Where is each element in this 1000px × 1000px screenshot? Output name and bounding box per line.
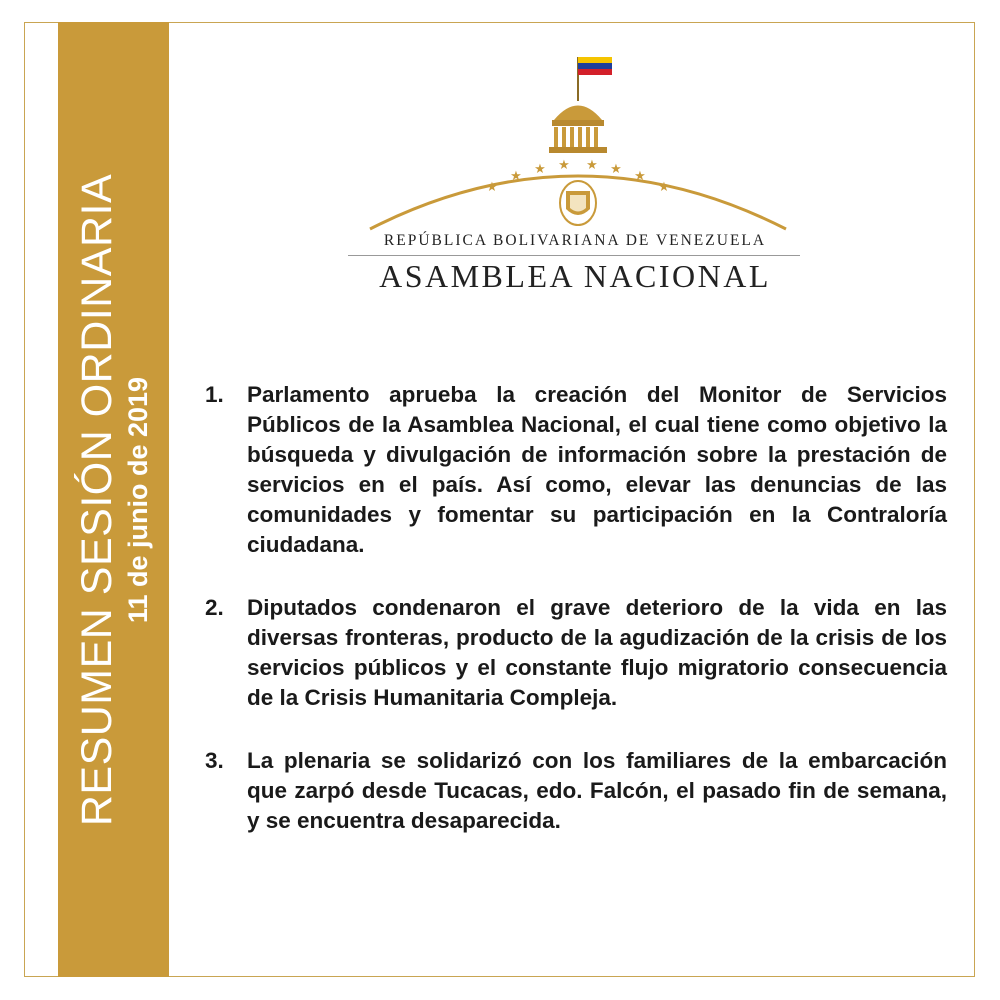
item-number: 2. [205, 595, 224, 620]
item-number: 1. [205, 382, 224, 407]
item-number: 3. [205, 748, 224, 773]
svg-text:★: ★ [610, 162, 622, 177]
logo-divider [348, 255, 800, 256]
republic-subtitle: REPÚBLICA BOLIVARIANA DE VENEZUELA [383, 232, 767, 249]
list-item [205, 746, 947, 836]
list-item [205, 380, 947, 560]
svg-text:★: ★ [634, 169, 646, 184]
svg-text:★: ★ [534, 162, 546, 177]
svg-text:★: ★ [586, 158, 598, 173]
item-text: Parlamento aprueba la creación del Monitor de Servicios Públicos de la Asamblea Nacional, el cual tiene como objetivo la búsqueda y divulgación de información sobre la prestación de servicios en el país. Así como, elevar las denuncias de las comunidades y fomentar su participación en la Contraloría ciudadana. [247, 382, 947, 557]
sidebar-text [72, 174, 154, 826]
item-text: La plenaria se solidarizó con los familiares de la embarcación que zarpó desde Tucacas, edo. Falcón, el pasado fin de semana, y se encuentra desaparecida. [247, 748, 947, 833]
list-item [205, 593, 947, 713]
summary-list [205, 380, 947, 869]
svg-text:★: ★ [486, 180, 498, 195]
svg-text:★: ★ [558, 158, 570, 173]
institution-name: ASAMBLEA NACIONAL [379, 258, 771, 294]
svg-text:★: ★ [510, 169, 522, 184]
item-text: Diputados condenaron el grave deterioro de la vida en las diversas fronteras, producto de la agudización de la crisis de los servicios públicos y el constante flujo migratorio consecuencia de la Crisis Humanitaria Compleja. [247, 595, 947, 710]
session-title: RESUMEN SESIÓN ORDINARIA [73, 173, 121, 827]
session-date: 11 de junio de 2019 [123, 376, 153, 624]
svg-text:★: ★ [658, 180, 670, 195]
